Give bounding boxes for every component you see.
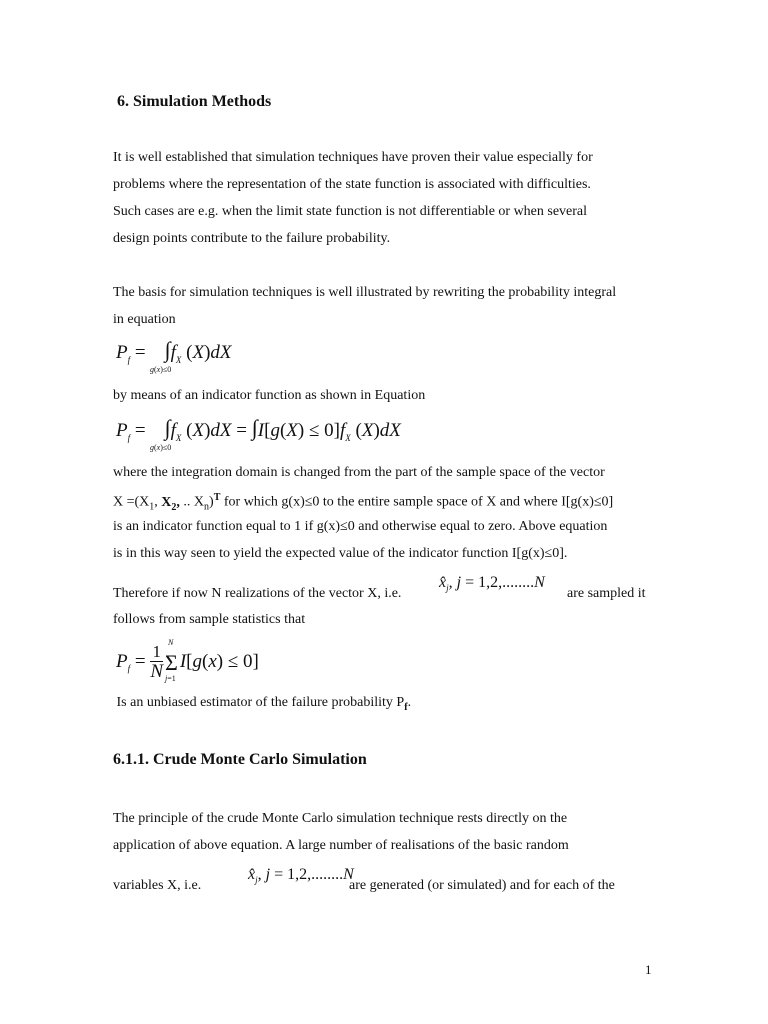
basis-line-1: The basis for simulation techniques is well illustrated by rewriting the probability integral — [113, 285, 617, 300]
intro-line-2: problems where the representation of the state function is associated with difficulties. — [113, 177, 591, 192]
domain-line-1: where the integration domain is changed from the part of the sample space of the vector — [113, 465, 605, 480]
equation-2: $P_f$ = $\int f_X$ $(X)dX = \int I[g(X) \le 0]f_X$ (X)dX g(x)≤0 — [116, 415, 401, 452]
domain-line-5: Therefore if now N realizations of the vector X, i.e. $x̂_j$, j = 1,2,........N are sampled it — [113, 574, 646, 601]
estimator-line: Is an unbiased estimator of the failure probability $P_f$. — [113, 695, 412, 713]
basis-line-2: in equation — [113, 312, 176, 327]
intro-line-3: Such cases are e.g. when the limit state function is not differentiable or when several — [113, 204, 588, 219]
intro-line-1: It is well established that simulation techniques have proven their value especially for — [113, 150, 593, 165]
crude-line-2: application of above equation. A large number of realisations of the basic random — [113, 838, 569, 853]
domain-line-2: $X =(X_1$, $X_2$, .. $X_n)^T$ for which g(x)≤0 to the entire sample space of X and where I[g(x)≤0] — [113, 492, 614, 513]
indicator-intro: by means of an indicator function as shown in Equation — [113, 388, 426, 403]
subsection-title: 6.1.1. Crude Monte Carlo Simulation — [113, 751, 367, 768]
domain-line-4: is in this way seen to yield the expected value of the indicator function I[g(x)≤0]. — [113, 546, 568, 561]
page-number: 1 — [645, 962, 652, 977]
equation-3: $P_f$ = $\frac{1}{N}$ Σ N j=1 I[g(x) ≤ 0] — [116, 637, 259, 683]
crude-line-1: The principle of the crude Monte Carlo simulation technique rests directly on the — [113, 811, 568, 826]
realization-formula-2: $x̂_j$, j = 1,2,........N — [248, 866, 354, 886]
domain-line-6: follows from sample statistics that — [113, 612, 306, 627]
crude-line-3: variables X, i.e. $x̂_j$, j = 1,2,........N are generated (or simulated) and for each of the — [113, 866, 615, 893]
equation-1: $P_f$ = $\int f_X$ (X)dX g(x)≤0 — [116, 337, 232, 374]
domain-line-3: is an indicator function equal to 1 if g(x)≤0 and otherwise equal to zero. Above equation — [113, 519, 608, 534]
realization-formula: $x̂_j$, j = 1,2,........N — [439, 574, 545, 594]
section-title: 6. Simulation Methods — [117, 93, 272, 110]
intro-line-4: design points contribute to the failure probability. — [113, 231, 391, 246]
